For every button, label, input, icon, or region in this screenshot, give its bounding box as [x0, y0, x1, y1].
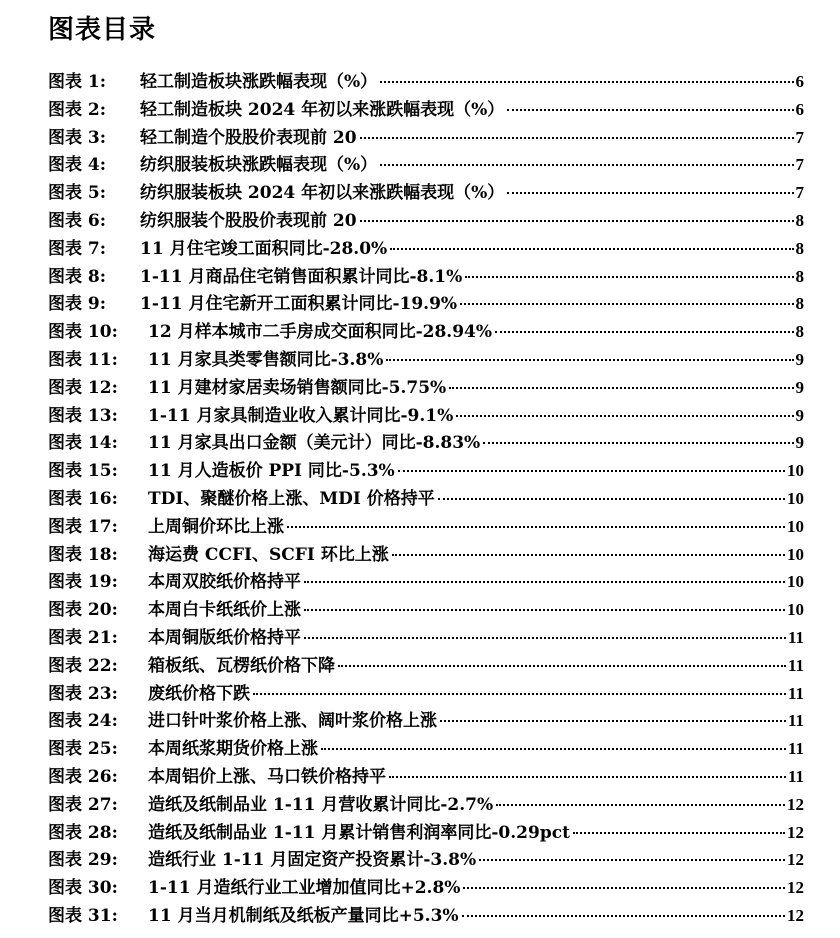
toc-entry-page-number: 10 — [787, 516, 804, 536]
toc-entry-title[interactable]: 1-11 月商品住宅销售面积累计同比-8.1% — [140, 266, 463, 287]
toc-list — [48, 67, 804, 929]
toc-entry[interactable] — [48, 623, 804, 651]
toc-dot-leader — [321, 748, 786, 750]
toc-dot-leader — [360, 220, 794, 222]
toc-entry[interactable] — [48, 873, 804, 901]
toc-dot-leader — [392, 554, 785, 556]
toc-dot-leader — [495, 331, 793, 333]
toc-entry-label: 图表 8: — [48, 266, 107, 287]
toc-entry[interactable] — [48, 818, 804, 846]
toc-entry-title[interactable]: 本周铜版纸价格持平 — [148, 627, 301, 648]
toc-entry-page-number: 9 — [795, 433, 804, 453]
toc-dot-leader — [390, 248, 793, 250]
toc-entry-page-number: 7 — [795, 127, 804, 147]
toc-entry-label: 图表 26: — [48, 766, 118, 787]
toc-entry-label: 图表 19: — [48, 572, 118, 593]
toc-entry-title[interactable]: 纺织服装板块涨跌幅表现（%） — [140, 155, 378, 176]
toc-entry-title[interactable]: 11 月建材家居卖场销售额同比-5.75% — [148, 377, 447, 398]
toc-entry[interactable] — [48, 289, 804, 317]
toc-entry-label: 图表 4: — [48, 155, 107, 176]
toc-entry-label: 图表 25: — [48, 739, 118, 760]
toc-dot-leader — [496, 804, 785, 806]
toc-entry-title[interactable]: 海运费 CCFI、SCFI 环比上涨 — [148, 544, 389, 565]
toc-entry-title[interactable]: 1-11 月家具制造业收入累计同比-9.1% — [148, 405, 454, 426]
toc-dot-leader — [304, 609, 785, 611]
toc-entry-page-number: 12 — [787, 905, 804, 925]
toc-entry-label: 图表 14: — [48, 433, 118, 454]
toc-entry-label: 图表 9: — [48, 294, 107, 315]
toc-entry[interactable] — [48, 679, 804, 707]
toc-dot-leader — [460, 303, 793, 305]
toc-dot-leader — [389, 776, 786, 778]
toc-entry-title[interactable]: 轻工制造板块 2024 年初以来涨跌幅表现（%） — [140, 99, 505, 120]
toc-entry-page-number: 12 — [787, 822, 804, 842]
toc-dot-leader — [507, 192, 793, 194]
toc-dot-leader — [456, 415, 793, 417]
toc-entry[interactable] — [48, 790, 804, 818]
toc-dot-leader — [462, 915, 785, 917]
toc-entry-title[interactable]: 本周双胶纸价格持平 — [148, 572, 301, 593]
toc-entry[interactable] — [48, 901, 804, 929]
toc-entry[interactable] — [48, 456, 804, 484]
toc-entry-title[interactable]: 1-11 月造纸行业工业增加值同比+2.8% — [148, 878, 461, 899]
toc-entry[interactable] — [48, 150, 804, 178]
toc-entry-label: 图表 6: — [48, 210, 107, 231]
toc-entry[interactable] — [48, 567, 804, 595]
toc-entry-title[interactable]: 纺织服装个股股价表现前 20 — [140, 210, 357, 231]
toc-entry-page-number: 10 — [787, 600, 804, 620]
toc-entry-title[interactable]: 本周白卡纸纸价上涨 — [148, 600, 301, 621]
toc-entry-title[interactable]: 造纸及纸制品业 1-11 月营收累计同比-2.7% — [148, 794, 494, 815]
toc-entry[interactable] — [48, 401, 804, 429]
toc-dot-leader — [507, 109, 793, 111]
toc-heading: 图表目录 — [48, 15, 157, 45]
toc-entry-page-number: 12 — [787, 794, 804, 814]
toc-entry[interactable] — [48, 595, 804, 623]
toc-entry-page-number: 11 — [787, 655, 804, 675]
toc-entry-page-number: 12 — [787, 850, 804, 870]
toc-entry-page-number: 7 — [795, 155, 804, 175]
toc-entry-label: 图表 28: — [48, 822, 118, 843]
toc-entry-page-number: 11 — [787, 766, 804, 786]
toc-entry-title[interactable]: 箱板纸、瓦楞纸价格下降 — [148, 655, 335, 676]
toc-entry-page-number: 8 — [795, 238, 804, 258]
toc-entry[interactable] — [48, 484, 804, 512]
toc-entry-title[interactable]: 本周铝价上涨、马口铁价格持平 — [148, 766, 386, 787]
toc-entry-title[interactable]: 11 月家具类零售额同比-3.8% — [148, 349, 384, 370]
toc-entry-page-number: 11 — [787, 627, 804, 647]
toc-entry[interactable] — [48, 845, 804, 873]
toc-entry-title[interactable]: 11 月住宅竣工面积同比-28.0% — [140, 238, 388, 259]
toc-entry-label: 图表 13: — [48, 405, 118, 426]
toc-dot-leader — [360, 137, 794, 139]
toc-dot-leader — [253, 693, 786, 695]
toc-entry-label: 图表 30: — [48, 878, 118, 899]
toc-entry-label: 图表 1: — [48, 72, 107, 92]
toc-entry-label: 图表 21: — [48, 627, 118, 648]
toc-entry-label: 图表 17: — [48, 516, 118, 537]
toc-entry[interactable] — [48, 540, 804, 568]
toc-entry-page-number: 9 — [795, 405, 804, 425]
toc-dot-leader — [287, 526, 785, 528]
toc-entry[interactable] — [48, 428, 804, 456]
toc-entry-title[interactable]: 11 月人造板价 PPI 同比-5.3% — [148, 461, 395, 482]
toc-entry-label: 图表 5: — [48, 183, 107, 204]
toc-entry-label: 图表 10: — [48, 322, 118, 343]
toc-entry-title[interactable]: 造纸行业 1-11 月固定资产投资累计-3.8% — [148, 850, 477, 871]
toc-dot-leader — [386, 359, 793, 361]
toc-entry-label: 图表 20: — [48, 600, 118, 621]
toc-entry-title[interactable]: 进口针叶浆价格上涨、阔叶浆价格上涨 — [148, 711, 437, 732]
toc-dot-leader — [440, 720, 786, 722]
toc-entry-page-number: 6 — [795, 72, 804, 91]
toc-dot-leader — [338, 665, 786, 667]
toc-entry[interactable] — [48, 373, 804, 401]
toc-entry-label: 图表 27: — [48, 794, 118, 815]
toc-entry-page-number: 10 — [787, 544, 804, 564]
toc-entry-title[interactable]: 12 月样本城市二手房成交面积同比-28.94% — [148, 322, 493, 343]
toc-entry-title[interactable]: 造纸及纸制品业 1-11 月累计销售利润率同比-0.29pct — [148, 822, 570, 843]
toc-entry-page-number: 9 — [795, 349, 804, 369]
toc-entry[interactable] — [48, 345, 804, 373]
toc-entry[interactable] — [48, 762, 804, 790]
toc-dot-leader — [380, 81, 793, 83]
toc-entry-page-number: 11 — [787, 683, 804, 703]
toc-entry-title[interactable]: 纺织服装板块 2024 年初以来涨跌幅表现（%） — [140, 183, 505, 204]
toc-entry[interactable] — [48, 651, 804, 679]
toc-entry-title[interactable]: 轻工制造个股股价表现前 20 — [140, 127, 357, 148]
toc-dot-leader — [438, 498, 785, 500]
toc-entry[interactable] — [48, 206, 804, 234]
toc-entry-page-number: 8 — [795, 294, 804, 314]
toc-dot-leader — [573, 832, 785, 834]
toc-entry[interactable] — [48, 123, 804, 151]
toc-entry-page-number: 12 — [787, 878, 804, 898]
toc-entry-page-number: 7 — [795, 183, 804, 203]
toc-entry-title[interactable]: 11 月当月机制纸及纸板产量同比+5.3% — [148, 905, 459, 926]
toc-dot-leader — [479, 859, 785, 861]
toc-entry-label: 图表 3: — [48, 127, 107, 148]
toc-entry-label: 图表 22: — [48, 655, 118, 676]
toc-entry-page-number: 11 — [787, 739, 804, 759]
toc-entry[interactable] — [48, 512, 804, 540]
toc-entry-label: 图表 12: — [48, 377, 118, 398]
toc-entry-page-number: 8 — [795, 322, 804, 342]
toc-entry-label: 图表 24: — [48, 711, 118, 732]
toc-entry-title[interactable]: 上周铜价环比上涨 — [148, 516, 284, 537]
toc-entry-label: 图表 31: — [48, 905, 118, 926]
toc-entry-page-number: 10 — [787, 488, 804, 508]
toc-entry-page-number: 8 — [795, 266, 804, 286]
toc-entry-page-number: 9 — [795, 377, 804, 397]
toc-entry-page-number: 6 — [795, 99, 804, 119]
toc-entry-page-number: 11 — [787, 711, 804, 731]
toc-entry-label: 图表 29: — [48, 850, 118, 871]
toc-entry-label: 图表 7: — [48, 238, 107, 259]
toc-entry-title[interactable]: 本周纸浆期货价格上涨 — [148, 739, 318, 760]
toc-entry-label: 图表 16: — [48, 488, 118, 509]
toc-dot-leader — [304, 581, 785, 583]
toc-entry[interactable] — [48, 234, 804, 262]
toc-entry-label: 图表 11: — [48, 349, 118, 370]
toc-entry-label: 图表 15: — [48, 461, 118, 482]
toc-entry-label: 图表 23: — [48, 683, 118, 704]
toc-dot-leader — [483, 442, 793, 444]
toc-dot-leader — [465, 276, 793, 278]
toc-entry[interactable] — [48, 95, 804, 123]
toc-entry[interactable] — [48, 262, 804, 290]
toc-entry-page-number: 10 — [787, 572, 804, 592]
toc-entry-page-number: 8 — [795, 210, 804, 230]
toc-dot-leader — [380, 164, 793, 166]
toc-entry-title[interactable]: 轻工制造板块涨跌幅表现（%） — [140, 72, 378, 92]
toc-entry-title[interactable]: TDI、聚醚价格上涨、MDI 价格持平 — [148, 488, 435, 509]
toc-entry[interactable] — [48, 706, 804, 734]
toc-entry-label: 图表 18: — [48, 544, 118, 565]
toc-entry[interactable] — [48, 178, 804, 206]
toc-entry[interactable] — [48, 317, 804, 345]
toc-entry-title[interactable]: 1-11 月住宅新开工面积累计同比-19.9% — [140, 294, 458, 315]
toc-dot-leader — [398, 470, 785, 472]
toc-entry-title[interactable]: 废纸价格下跌 — [148, 683, 250, 704]
toc-dot-leader — [449, 387, 793, 389]
toc-dot-leader — [304, 637, 786, 639]
toc-entry-title[interactable]: 11 月家具出口金额（美元计）同比-8.83% — [148, 433, 481, 454]
toc-dot-leader — [463, 887, 785, 889]
toc-entry[interactable] — [48, 67, 804, 95]
toc-entry-page-number: 10 — [787, 461, 804, 481]
toc-entry-label: 图表 2: — [48, 99, 107, 120]
toc-entry[interactable] — [48, 734, 804, 762]
